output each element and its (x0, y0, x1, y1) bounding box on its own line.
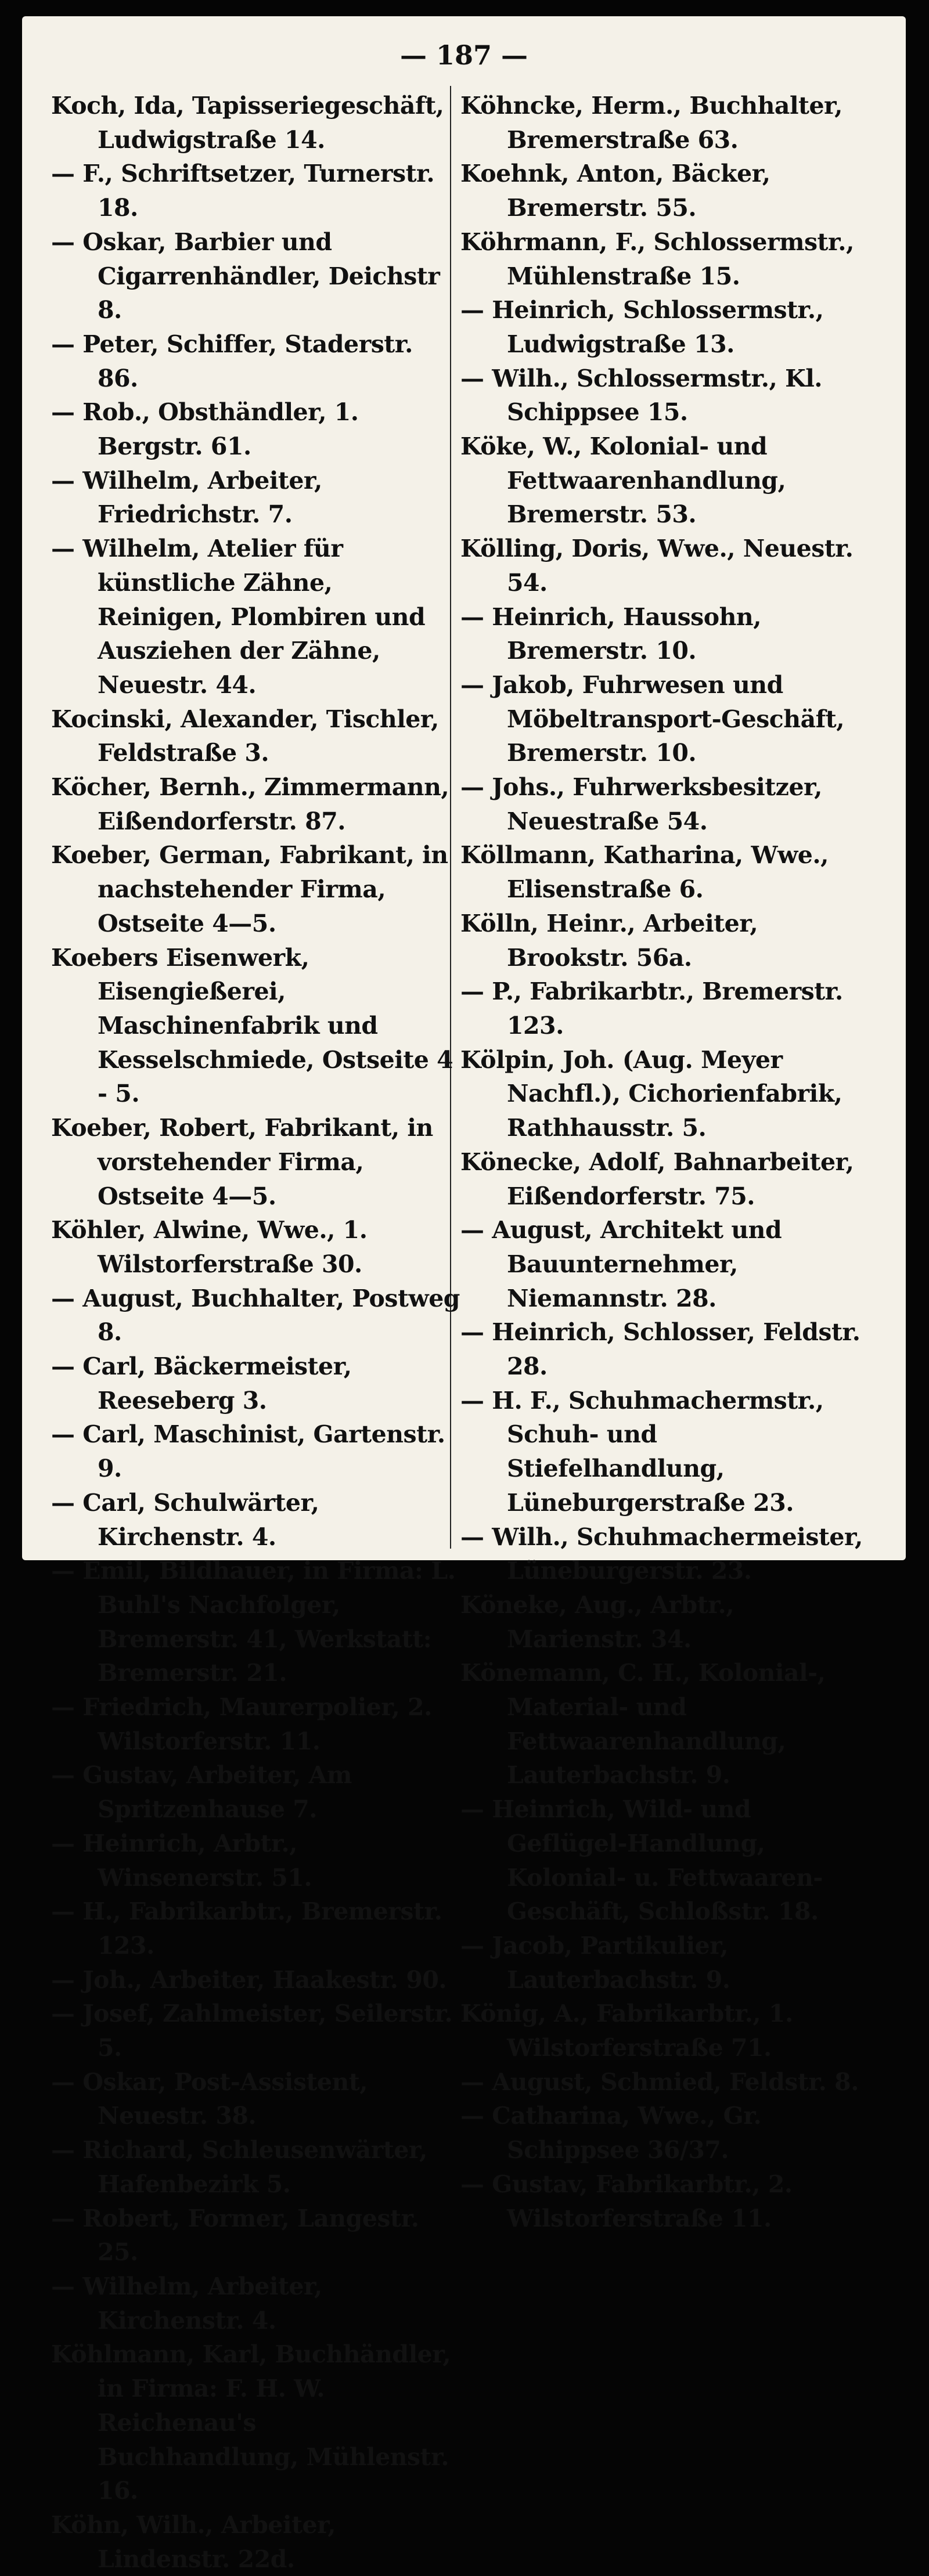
directory-entry: — F., Schriftsetzer, Turnerstr. 18. (51, 160, 442, 222)
directory-entry: Könemann, C. H., Kolonial-, Material- und Fettwaarenhandlung, Lauterbachstr. 9. (460, 1659, 834, 1790)
directory-entry: — Johs., Fuhrwerksbesitzer, Neuestraße 54. (460, 773, 830, 835)
directory-entry: Koch, Ida, Tapisseriegeschäft, Ludwigstraße 14. (51, 92, 452, 154)
directory-entry: Köke, W., Kolonial- und Fettwaarenhandlung, Bremerstr. 53. (460, 432, 794, 529)
directory-entry: — Wilh., Schuhmachermeister, Lüneburgerstr. 23. (460, 1522, 871, 1585)
directory-entry: — Jakob, Fuhrwesen und Möbeltransport-Geschäft, Bremerstr. 10. (460, 670, 852, 767)
directory-entry: Köhlmann, Karl, Buchhändler, in Firma: F. H. W. Reichenau's Buchhandlung, Mühlenstr. 16. (51, 2340, 459, 2505)
directory-entry: — Heinrich, Wild- und Geflügel-Handlung, Kolonial- u. Fettwaaren-Geschäft, Schloßstr. 18. (460, 1795, 823, 1926)
directory-entry: König, A., Fabrikarbtr., 1. Wilstorferstraße 71. (460, 2000, 801, 2062)
directory-entry: — Richard, Schleusenwärter, Hafenbezirk 5. (51, 2136, 435, 2198)
directory-entry: — Gustav, Arbeiter, Am Spritzenhause 7. (51, 1761, 360, 1824)
directory-entry: Koeber, German, Fabrikant, in nachstehender Firma, Ostseite 4—5. (51, 841, 456, 937)
directory-entry: Köhncke, Herm., Buchhalter, Bremerstraße 63. (460, 92, 851, 154)
directory-entry: — Gustav, Fabrikarbtr., 2. Wilstorferstraße 11. (460, 2170, 801, 2232)
directory-entry: — Rob., Obsthändler, 1. Bergstr. 61. (51, 398, 367, 461)
directory-entry: Köneke, Aug., Arbtr., Marienstr. 34. (460, 1590, 742, 1653)
directory-entry: — August, Architekt und Bauunternehmer, Niemannstr. 28. (460, 1216, 790, 1312)
directory-entry: Könecke, Adolf, Bahnarbeiter, Eißendorferstr. 75. (460, 1148, 862, 1210)
directory-entry: — Joh., Arbeiter, Haakestr. 90. (51, 1965, 447, 1994)
directory-entry: — Jacob, Partikulier, Lauterbachstr. 9. (460, 1931, 736, 1994)
directory-entry: — Wilhelm, Arbeiter, Kirchenstr. 4. (51, 2272, 330, 2335)
directory-entry: — Heinrich, Arbtr., Winsenerstr. 51. (51, 1829, 312, 1892)
directory-entry: — Friedrich, Maurerpolier, 2. Wilstorferstr. 11. (51, 1693, 440, 1755)
directory-entry: — Carl, Bäckermeister, Reeseberg 3. (51, 1352, 360, 1415)
page-number: — 187 — (399, 39, 528, 71)
directory-entry: — Wilhelm, Arbeiter, Friedrichstr. 7. (51, 466, 330, 529)
directory-entry: — August, Buchhalter, Postweg 8. (51, 1284, 468, 1347)
directory-entry: Kocinski, Alexander, Tischler, Feldstraße 3. (51, 705, 447, 767)
directory-entry: — Wilh., Schlossermstr., Kl. Schippsee 15. (460, 364, 830, 427)
directory-entry: Köhler, Alwine, Wwe., 1. Wilstorferstraße 30. (51, 1216, 376, 1278)
directory-entry: — Carl, Schulwärter, Kirchenstr. 4. (51, 1488, 327, 1551)
directory-entry: Köcher, Bernh., Zimmermann, Eißendorferstr. 87. (51, 773, 457, 835)
directory-entry: — August, Schmied, Feldstr. 8. (460, 2068, 859, 2096)
directory-entry: Koehnk, Anton, Bäcker, Bremerstr. 55. (460, 160, 779, 222)
directory-entry: Kölling, Doris, Wwe., Neuestr. 54. (460, 535, 862, 597)
directory-entry: — P., Fabrikarbtr., Bremerstr. 123. (460, 977, 851, 1040)
directory-entry: Koeber, Robert, Fabrikant, in vorstehender Firma, Ostseite 4—5. (51, 1114, 441, 1210)
directory-entry: — Oskar, Barbier und Cigarrenhändler, Deichstr 8. (51, 228, 448, 324)
directory-entry: — Wilhelm, Atelier für künstliche Zähne, Reinigen, Plombiren und Ausziehen der Zähne, Neuestr. 44. (51, 535, 433, 699)
directory-entry: Köllmann, Katharina, Wwe., Elisenstraße 6. (460, 841, 837, 904)
directory-entry: Köhrmann, F., Schlossermstr., Mühlenstraße 15. (460, 228, 862, 290)
directory-entry: — Heinrich, Schlossermstr., Ludwigstraße 13. (460, 296, 832, 358)
right-column (460, 89, 870, 2235)
directory-entry: Kölln, Heinr., Arbeiter, Brookstr. 56a. (460, 909, 766, 972)
directory-entry: Kölpin, Joh. (Aug. Meyer Nachfl.), Cichorienfabrik, Rathhausstr. 5. (460, 1045, 851, 1142)
directory-entry: — Heinrich, Schlosser, Feldstr. 28. (460, 1318, 869, 1381)
directory-entry: Koebers Eisenwerk, Eisengießerei, Maschinenfabrik und Kesselschmiede, Ostseite 4 - 5. (51, 943, 461, 1108)
left-column (51, 89, 468, 2576)
directory-entry: Köhn, Wilh., Arbeiter, Lindenstr. 22d. (51, 2510, 344, 2573)
directory-page (22, 16, 906, 2573)
directory-entry: — Oskar, Post-Assistent, Neuestr. 38. (51, 2068, 376, 2130)
directory-entry: — Josef, Zahlmeister, Seilerstr. 5. (51, 2000, 461, 2062)
directory-entry: — Catharina, Wwe., Gr. Schippsee 36/37. (460, 2102, 770, 2164)
directory-entry: — H., Fabrikarbtr., Bremerstr. 123. (51, 1897, 451, 1960)
directory-entry: — Heinrich, Haussohn, Bremerstr. 10. (460, 602, 769, 665)
directory-entry: — Peter, Schiffer, Staderstr. 86. (51, 330, 421, 392)
directory-entry: — Emil, Bildhauer, in Firma: L. Buhl's Nachfolger, Bremerstr. 41, Werkstatt: Bremerstr. 21. (51, 1557, 464, 1687)
directory-entry: — H. F., Schuhmachermstr., Schuh- und Stiefelhandlung, Lüneburgerstraße 23. (460, 1386, 832, 1517)
directory-entry: — Carl, Maschinist, Gartenstr. 9. (51, 1420, 453, 1483)
directory-entry: — Robert, Former, Langestr. 25. (51, 2204, 427, 2267)
